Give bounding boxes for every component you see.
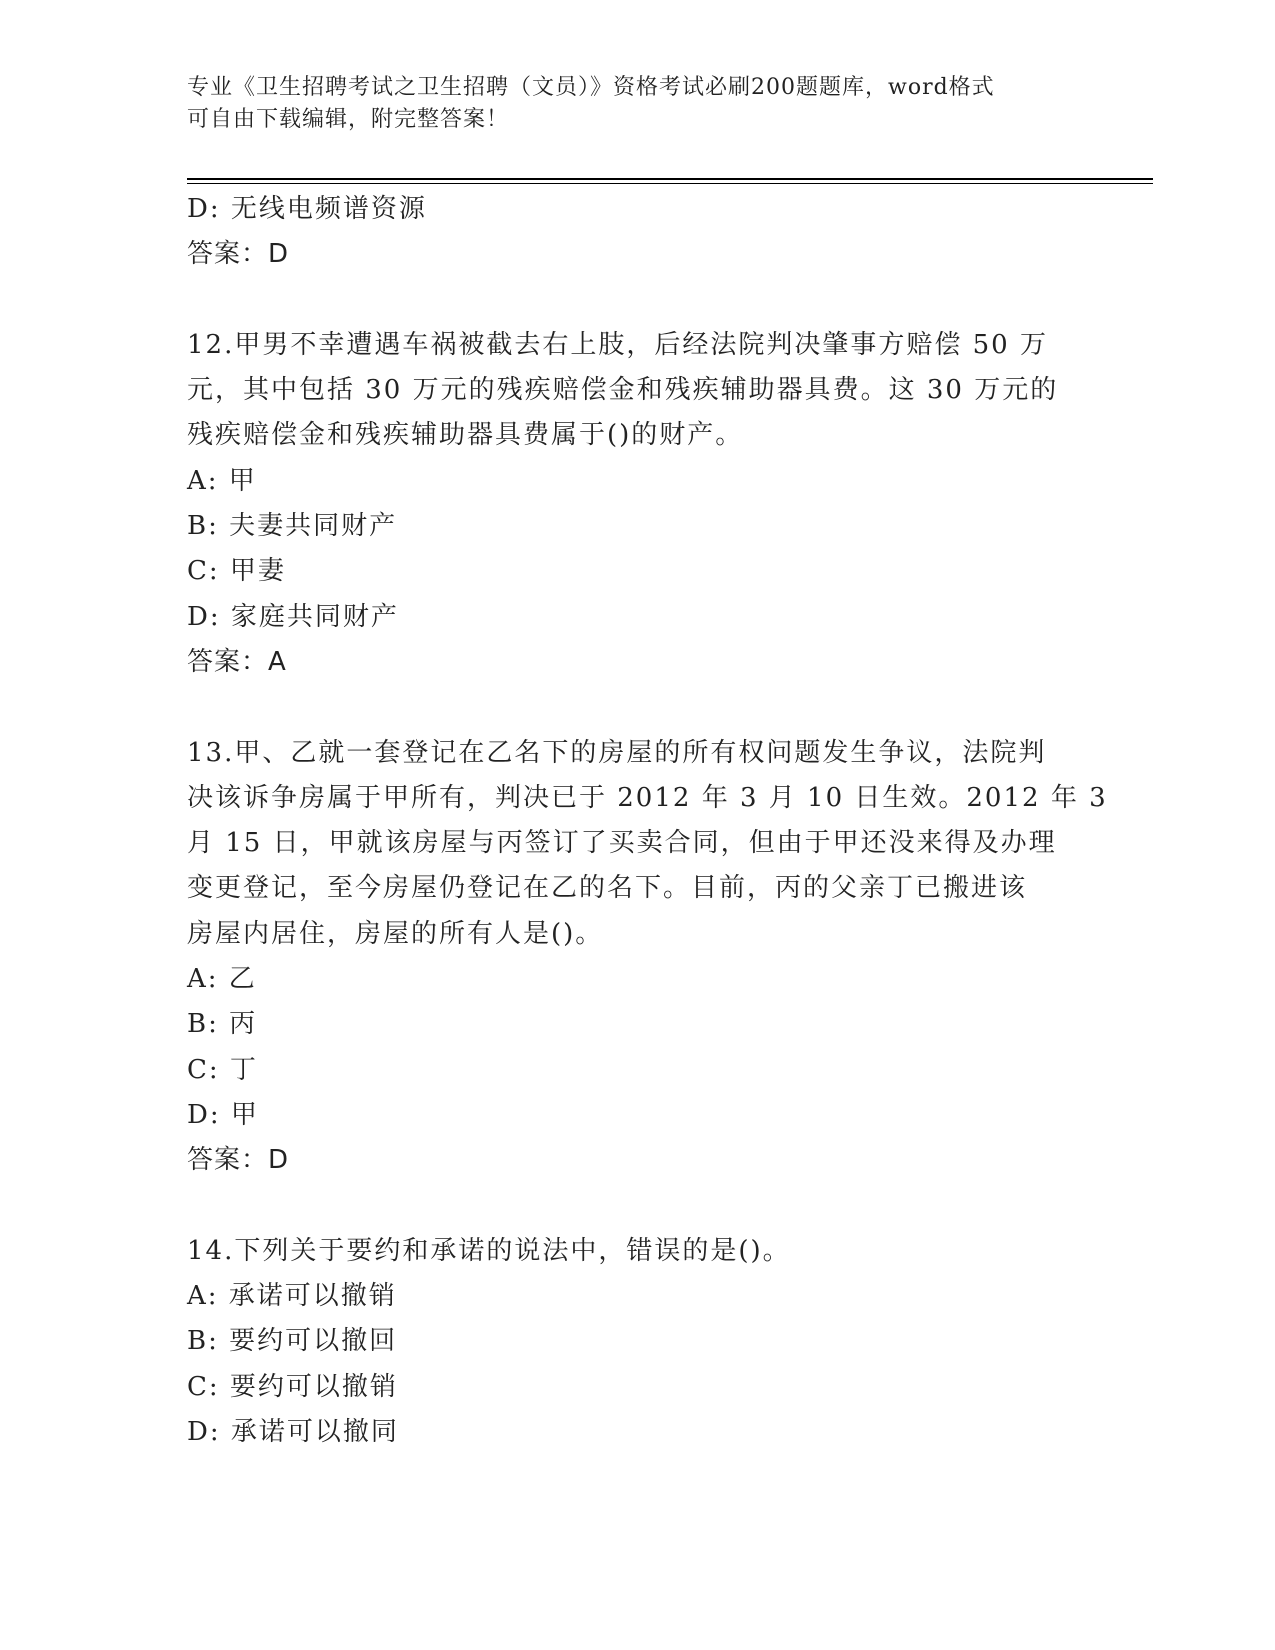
option-a: A: 乙 [187, 964, 257, 995]
question-text-line: 13.甲、乙就一套登记在乙名下的房屋的所有权问题发生争议，法院判 [187, 737, 1047, 768]
spacer [187, 1184, 1087, 1229]
answer: 答案：D [187, 1145, 290, 1176]
question-13 [187, 731, 1108, 1184]
header-divider-thick [187, 178, 1153, 180]
question-text-line: 12.甲男不幸遭遇车祸被截去右上肢，后经法院判决肇事方赔偿 50 万 [187, 329, 1048, 360]
question-text-line: 变更登记，至今房屋仍登记在乙的名下。目前，丙的父亲丁已搬进该 [187, 873, 1028, 904]
option-c: C: 要约可以撤销 [187, 1371, 398, 1402]
question-text-line: 残疾赔偿金和残疾辅助器具费属于()的财产。 [187, 420, 744, 451]
option-c: C: 甲妻 [187, 556, 286, 587]
question-text-line: 决该诉争房属于甲所有，判决已于 2012 年 3 月 10 日生效。2012 年 3 [187, 782, 1108, 813]
question-text-line: 房屋内居住，房屋的所有人是()。 [187, 918, 604, 949]
question-text-line: 元，其中包括 30 万元的残疾赔偿金和残疾辅助器具费。这 30 万元的 [187, 375, 1059, 406]
option-b: B: 要约可以撤回 [187, 1326, 398, 1357]
option-a: A: 承诺可以撤销 [187, 1281, 397, 1312]
document-body [187, 187, 1108, 1455]
carryover-answer: 答案：D [187, 239, 290, 270]
option-d: D: 承诺可以撤同 [187, 1417, 399, 1448]
header-title-line-1: 专业《卫生招聘考试之卫生招聘（文员）》资格考试必刷200题题库，word格式 [187, 75, 995, 100]
question-14 [187, 1229, 1087, 1455]
option-b: B: 丙 [187, 1009, 258, 1040]
option-d: D: 家庭共同财产 [187, 601, 399, 632]
carryover-option-d: D: 无线电频谱资源 [187, 194, 427, 224]
question-12 [187, 323, 1087, 685]
question-text-line: 月 15 日，甲就该房屋与丙签订了买卖合同，但由于甲还没来得及办理 [187, 828, 1057, 859]
spacer [187, 278, 1087, 323]
option-d: D: 甲 [187, 1099, 259, 1130]
spacer [187, 685, 1087, 730]
answer: 答案：A [187, 646, 287, 677]
option-c: C: 丁 [187, 1054, 258, 1085]
header-divider-thin [187, 183, 1153, 184]
header-title-line-2: 可自由下载编辑，附完整答案！ [187, 107, 510, 132]
question-text-line: 14.下列关于要约和承诺的说法中，错误的是()。 [187, 1235, 791, 1266]
document-header [187, 72, 1087, 136]
option-b: B: 夫妻共同财产 [187, 511, 398, 542]
option-a: A: 甲 [187, 465, 257, 496]
